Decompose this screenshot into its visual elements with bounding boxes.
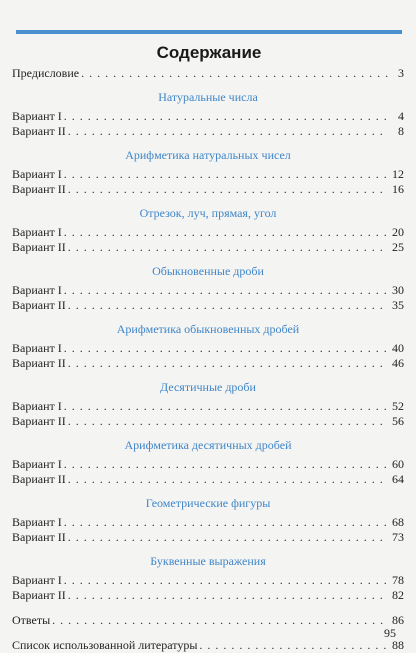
toc-entry-preface[interactable] <box>12 66 404 81</box>
toc-entry-page: 25 <box>392 240 404 254</box>
toc-entry[interactable] <box>12 182 404 197</box>
section-heading: Буквенные выражения <box>150 554 266 568</box>
toc-entry-page: 30 <box>392 283 404 297</box>
spacer <box>12 603 404 613</box>
leader-dots <box>199 638 388 653</box>
toc-entry-label: Предисловие <box>12 66 80 80</box>
leader-dots <box>68 356 388 371</box>
leader-dots <box>64 167 388 182</box>
toc-entry[interactable] <box>12 109 404 124</box>
toc-entry-label: Вариант I <box>12 109 62 123</box>
section-heading: Арифметика натуральных чисел <box>125 148 291 162</box>
toc-entry-page: 82 <box>392 588 404 602</box>
toc-entry-label: Вариант II <box>12 414 66 428</box>
leader-dots <box>68 414 388 429</box>
section-heading: Отрезок, луч, прямая, угол <box>139 206 277 220</box>
toc-entry-page: 68 <box>392 515 404 529</box>
toc-entry[interactable] <box>12 588 404 603</box>
toc-entry[interactable] <box>12 225 404 240</box>
toc-entry[interactable] <box>12 167 404 182</box>
toc-entry[interactable] <box>12 356 404 371</box>
section-heading: Арифметика десятичных дробей <box>124 438 292 452</box>
section-heading: Десятичные дроби <box>160 380 256 394</box>
toc-entry-answers[interactable] <box>12 613 404 628</box>
table-of-contents <box>12 66 404 653</box>
toc-entry-label: Ответы <box>12 613 51 627</box>
toc-entry[interactable] <box>12 515 404 530</box>
toc-entry[interactable] <box>12 573 404 588</box>
toc-entry-label: Список использованной литературы <box>12 638 198 652</box>
toc-entry-label: Вариант I <box>12 341 62 355</box>
section-heading: Арифметика обыкновенных дробей <box>116 322 300 336</box>
toc-entry-label: Вариант I <box>12 167 62 181</box>
toc-entry-page: 88 <box>392 638 404 652</box>
leader-dots <box>52 613 388 628</box>
section-heading: Геометрические фигуры <box>145 496 271 510</box>
toc-entry-page: 20 <box>392 225 404 239</box>
toc-entry[interactable] <box>12 341 404 356</box>
toc-entry[interactable] <box>12 457 404 472</box>
toc-entry[interactable] <box>12 414 404 429</box>
toc-entry-page: 73 <box>392 530 404 544</box>
toc-entry-page: 4 <box>398 109 404 123</box>
toc-entry-references[interactable] <box>12 638 404 653</box>
toc-entry-page: 8 <box>398 124 404 138</box>
toc-entry-page: 60 <box>392 457 404 471</box>
section-heading: Обыкновенные дроби <box>152 264 264 278</box>
leader-dots <box>68 472 388 487</box>
toc-entry[interactable] <box>12 399 404 414</box>
toc-entry-page: 46 <box>392 356 404 370</box>
toc-entry-page: 16 <box>392 182 404 196</box>
toc-entry-label: Вариант I <box>12 283 62 297</box>
toc-entry-label: Вариант I <box>12 573 62 587</box>
toc-entry[interactable] <box>12 530 404 545</box>
leader-dots <box>64 515 388 530</box>
leader-dots <box>68 240 388 255</box>
title-bar <box>16 30 402 68</box>
toc-entry-label: Вариант II <box>12 124 66 138</box>
toc-entry-label: Вариант II <box>12 298 66 312</box>
leader-dots <box>64 341 388 356</box>
toc-entry-label: Вариант I <box>12 225 62 239</box>
toc-entry-label: Вариант II <box>12 356 66 370</box>
toc-entry[interactable] <box>12 124 404 139</box>
leader-dots <box>68 588 388 603</box>
leader-dots <box>64 283 388 298</box>
leader-dots <box>68 182 388 197</box>
toc-entry-label: Вариант II <box>12 588 66 602</box>
toc-entry-page: 56 <box>392 414 404 428</box>
leader-dots <box>64 225 388 240</box>
toc-entry-page: 78 <box>392 573 404 587</box>
toc-entry[interactable] <box>12 298 404 313</box>
toc-entry-label: Вариант I <box>12 515 62 529</box>
toc-entry-page: 86 <box>392 613 404 627</box>
toc-entry-page: 40 <box>392 341 404 355</box>
page-title: Содержание <box>156 43 262 62</box>
section-heading: Натуральные числа <box>158 90 258 104</box>
leader-dots <box>64 399 388 414</box>
spacer <box>12 628 404 638</box>
leader-dots <box>68 530 388 545</box>
leader-dots <box>64 457 388 472</box>
toc-entry-label: Вариант II <box>12 472 66 486</box>
toc-entry-label: Вариант I <box>12 399 62 413</box>
toc-entry[interactable] <box>12 283 404 298</box>
toc-entry[interactable] <box>12 240 404 255</box>
leader-dots <box>81 66 388 81</box>
toc-entry-page: 35 <box>392 298 404 312</box>
leader-dots <box>68 298 388 313</box>
toc-entry-page: 52 <box>392 399 404 413</box>
page-number: 95 <box>384 626 396 640</box>
toc-entry-label: Вариант I <box>12 457 62 471</box>
toc-entry-page: 12 <box>392 167 404 181</box>
toc-entry-page: 3 <box>398 66 404 80</box>
toc-entry-label: Вариант II <box>12 530 66 544</box>
toc-entry[interactable] <box>12 472 404 487</box>
toc-entry-page: 64 <box>392 472 404 486</box>
leader-dots <box>68 124 388 139</box>
toc-entry-label: Вариант II <box>12 240 66 254</box>
leader-dots <box>64 573 388 588</box>
leader-dots <box>64 109 388 124</box>
toc-entry-label: Вариант II <box>12 182 66 196</box>
